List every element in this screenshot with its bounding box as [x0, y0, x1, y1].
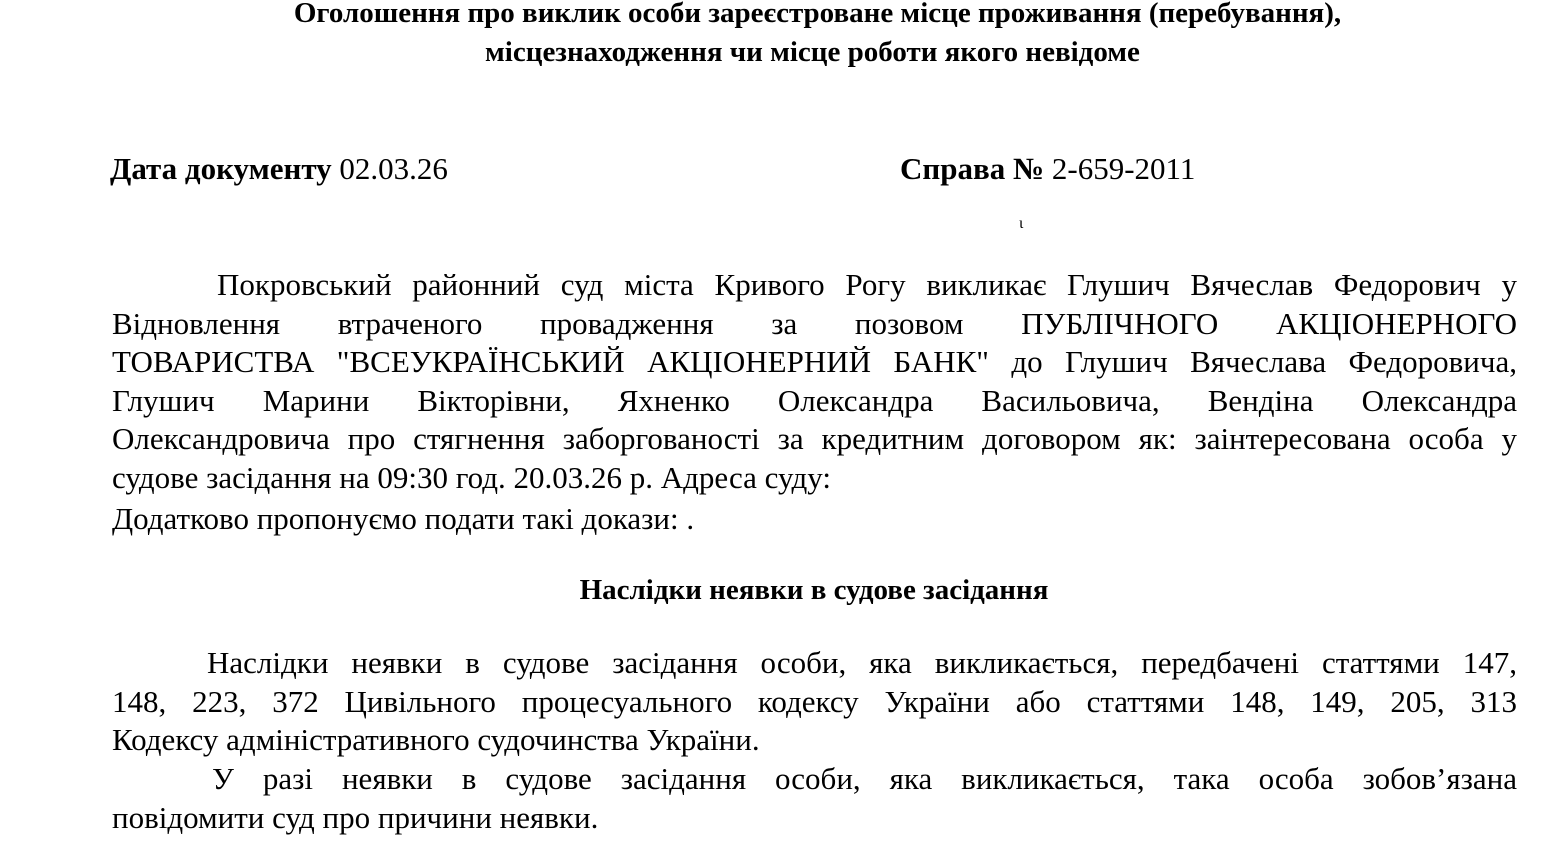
summons-line: Олександровича про стягнення заборгованості за кредитним договором як: заінтересована особа у: [112, 421, 1517, 456]
consequences-line: Наслідки неявки в судове засідання особи, яка викликається, передбачені статтями 147,: [207, 645, 1517, 680]
scan-mark: ι: [1019, 215, 1024, 232]
consequences-line: Кодексу адміністративного судочинства України.: [112, 722, 760, 757]
case-number-label: Справа №: [900, 151, 1045, 186]
case-number: [900, 150, 1195, 188]
summons-line: Відновлення втраченого провадження за позовом ПУБЛІЧНОГО АКЦІОНЕРНОГО: [112, 305, 1517, 341]
consequences-paragraph-2: [112, 760, 1517, 837]
summons-line: судове засідання на 09:30 год. 20.03.26 р. Адреса суду:: [112, 459, 831, 495]
document-date-value: 02.03.26: [339, 151, 448, 186]
case-number-value: 2-659-2011: [1051, 151, 1196, 186]
document-title-line-2: місцезнаходження чи місце роботи якого невідоме: [485, 36, 1140, 68]
summons-line: Покровський районний суд міста Кривого Рогу викликає Глушич Вячеслав Федорович у: [217, 267, 1517, 302]
evidence-request: Додатково пропонуємо подати такі докази: .: [112, 501, 695, 536]
document-date: [110, 150, 448, 188]
consequences-line: 148, 223, 372 Цивільного процесуального кодексу України або статтями 148, 149, 205, 313: [112, 683, 1517, 719]
summons-line: ТОВАРИСТВА "ВСЕУКРАЇНСЬКИЙ АКЦІОНЕРНИЙ БАНК" до Глушич Вячеслава Федоровича,: [112, 344, 1517, 379]
summons-paragraph: [112, 266, 1517, 497]
consequences-line: У разі неявки в судове засідання особи, яка викликається, така особа зобов’язана: [212, 761, 1517, 796]
document-date-label: Дата документу: [110, 151, 332, 186]
summons-line: Глушич Марини Вікторівни, Яхненко Олександра Васильовича, Вендіна Олександра: [112, 382, 1517, 418]
consequences-line: повідомити суд про причини неявки.: [112, 799, 599, 835]
consequences-paragraph-1: [112, 644, 1517, 760]
consequences-heading: Наслідки неявки в судове засідання: [579, 574, 1049, 606]
document-title-line-1: Оголошення про виклик особи зареєстроване місце проживання (перебування),: [293, 0, 1342, 29]
